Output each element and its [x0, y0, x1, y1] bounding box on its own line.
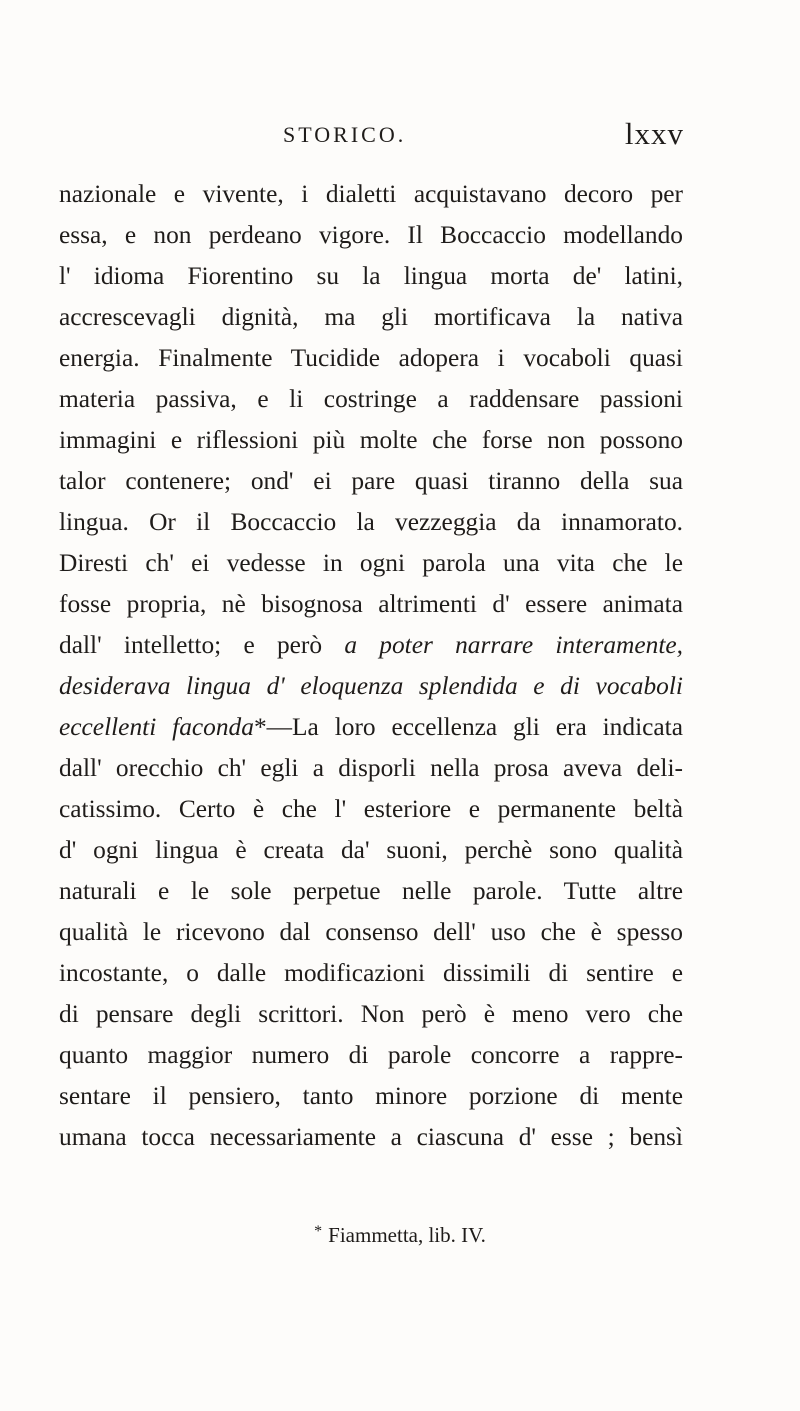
- footnote: [0, 1223, 800, 1248]
- text-line: dall' orecchio ch' egli a disporli nella prosa aveva deli-: [59, 754, 683, 782]
- italic-quote: a poter narrare interamente,: [344, 631, 684, 659]
- text-line: lingua. Or il Boccaccio la vezzeggia da innamorato.: [59, 508, 683, 536]
- page-number: lxxv: [624, 116, 684, 151]
- italic-quote: desiderava lingua d' eloquenza splendida e di vocaboli: [59, 672, 683, 700]
- text-line: sentare il pensiero, tanto minore porzione di mente: [59, 1082, 683, 1110]
- text-line: incostante, o dalle modificazioni dissimili di sentire e: [59, 959, 683, 987]
- text-line: accrescevagli dignità, ma gli mortificava la nativa: [59, 303, 683, 331]
- text-line: qualità le ricevono dal consenso dell' uso che è spesso: [59, 918, 683, 946]
- text-line: talor contenere; ond' ei pare quasi tiranno della sua: [59, 467, 683, 495]
- footnote-text: Fiammetta, lib. IV.: [328, 1223, 486, 1247]
- text-line: essa, e non perdeano vigore. Il Boccaccio modellando: [59, 221, 683, 249]
- text-line: l' idioma Fiorentino su la lingua morta de' latini,: [59, 262, 683, 290]
- running-title: STORICO.: [283, 122, 407, 147]
- running-head: [254, 116, 684, 162]
- text-line: quanto maggior numero di parole concorre a rappre-: [59, 1041, 683, 1069]
- text-line: fosse propria, nè bisognosa altrimenti d' essere animata: [59, 590, 683, 618]
- footnote-mark: *: [314, 1223, 323, 1240]
- text-line: d' ogni lingua è creata da' suoni, perchè sono qualità: [59, 836, 683, 864]
- text-line: nazionale e vivente, i dialetti acquistavano decoro per: [59, 180, 683, 208]
- text-line: materia passiva, e li costringe a raddensare passioni: [59, 385, 683, 413]
- text-line: [59, 666, 683, 707]
- text-line: dall' intelletto; e però a poter narrare interamente,: [59, 631, 684, 659]
- text-line: Diresti ch' ei vedesse in ogni parola una vita che le: [59, 549, 683, 577]
- text-line: umana tocca necessariamente a ciascuna d' esse ; bensì: [59, 1123, 683, 1151]
- text-line: catissimo. Certo è che l' esteriore e permanente beltà: [59, 795, 683, 823]
- text-line: immagini e riflessioni più molte che forse non possono: [59, 426, 683, 454]
- text-line: naturali e le sole perpetue nelle parole. Tutte altre: [59, 877, 683, 905]
- text-line: eccellenti faconda*—La loro eccellenza gli era indicata: [59, 713, 683, 741]
- text-line: energia. Finalmente Tucidide adopera i vocaboli quasi: [59, 344, 683, 372]
- italic-quote: eccellenti faconda: [59, 713, 254, 741]
- body-text: [59, 174, 683, 1158]
- text-line: di pensare degli scrittori. Non però è meno vero che: [59, 1000, 683, 1028]
